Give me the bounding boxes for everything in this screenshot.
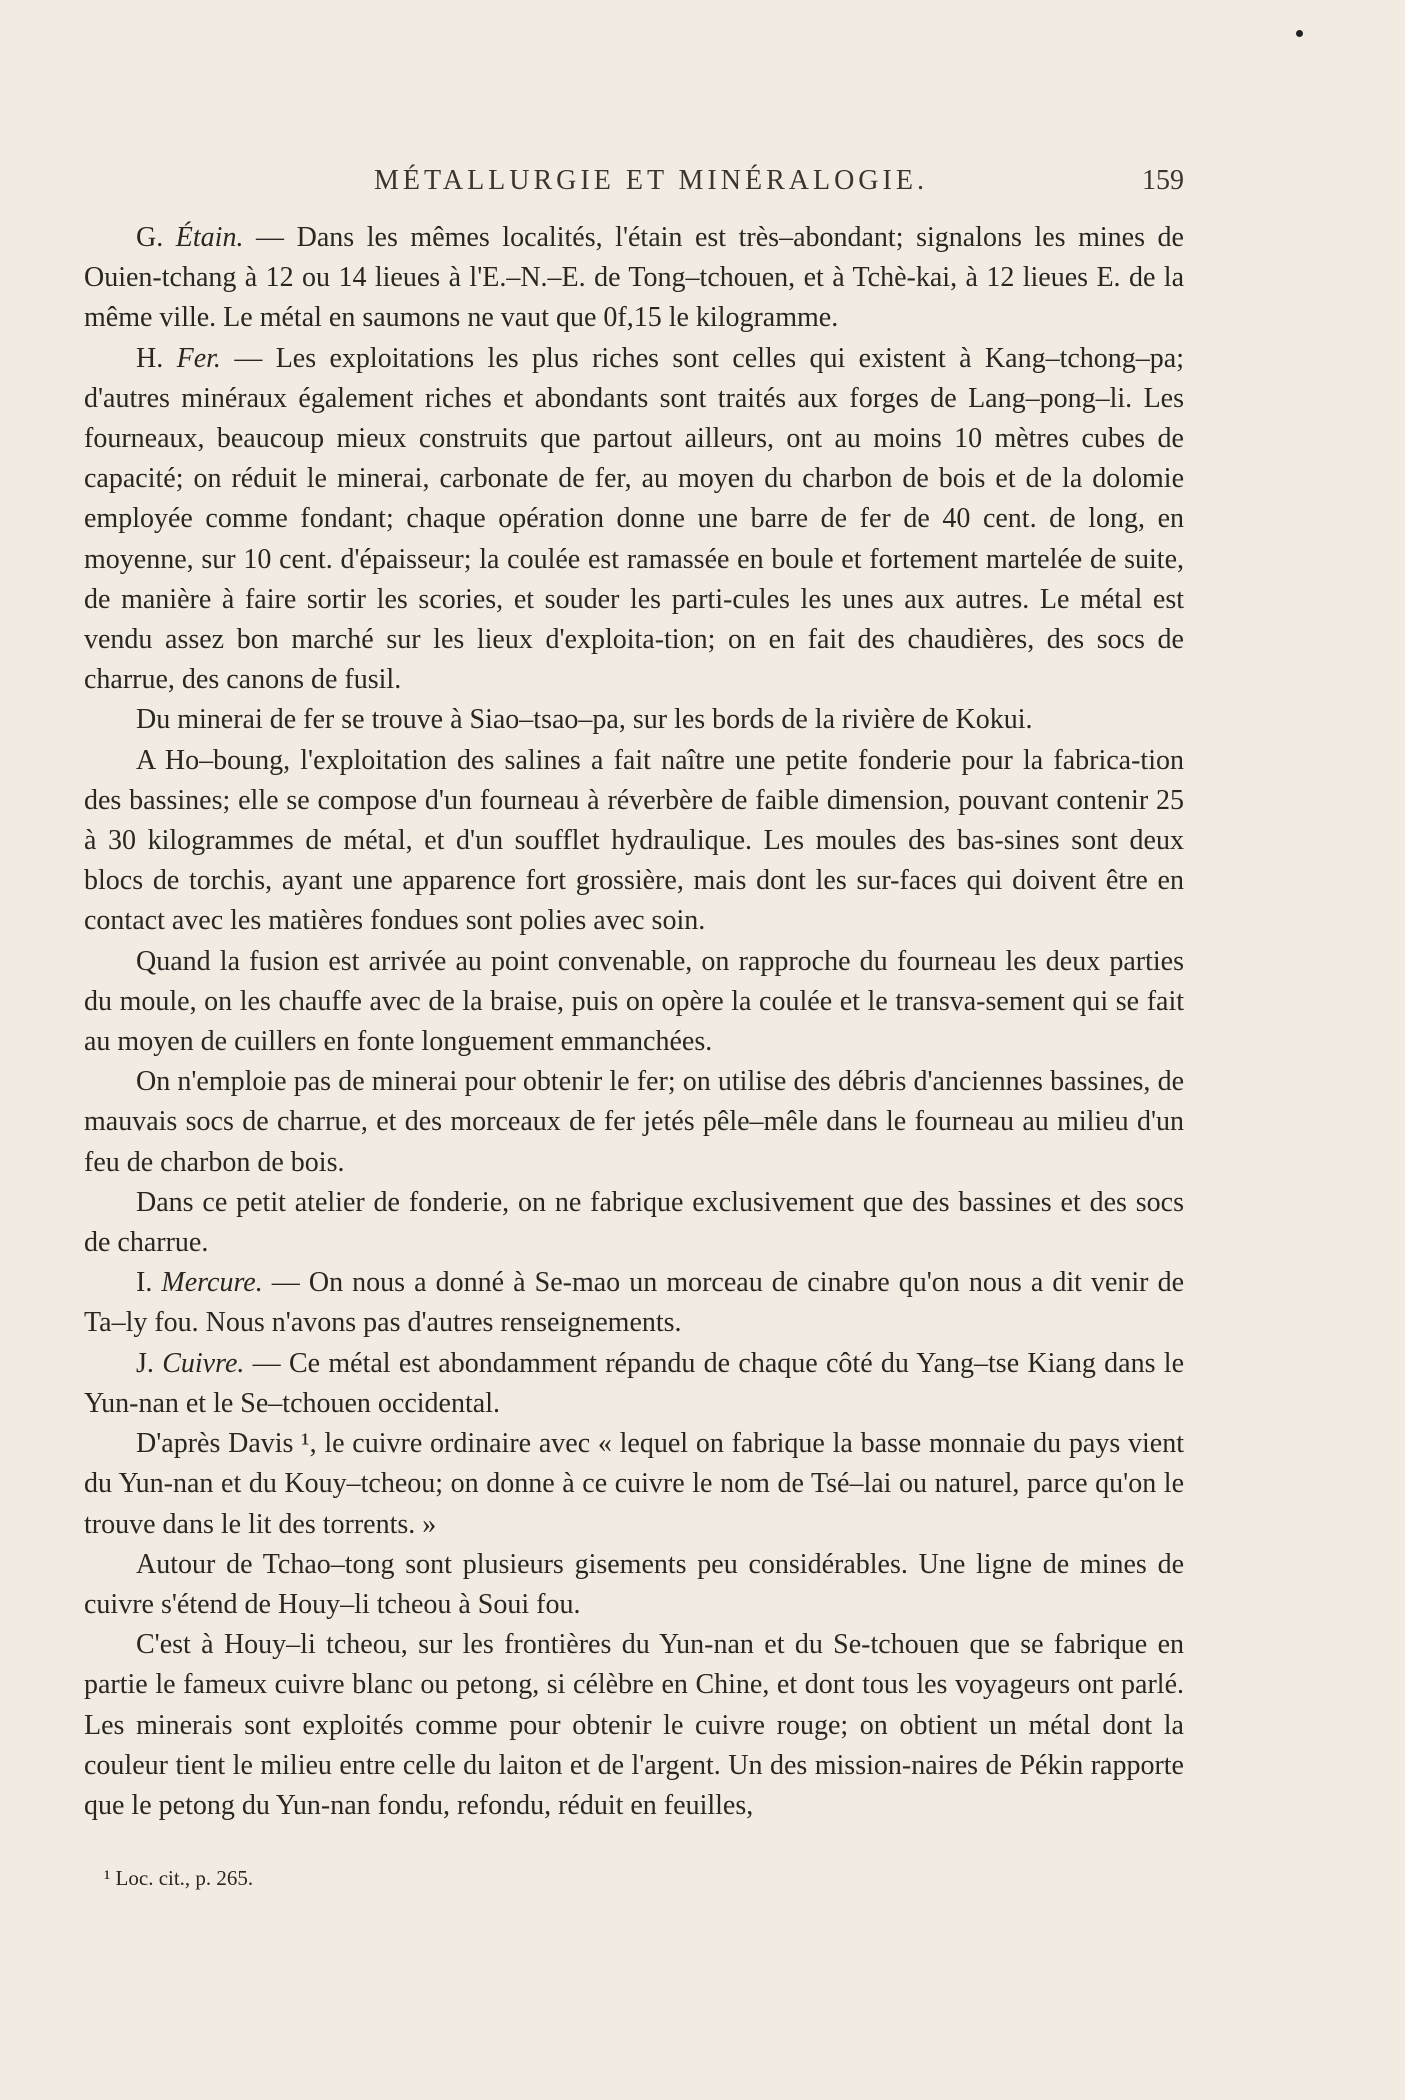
running-title: MÉTALLURGIE ET MINÉRALOGIE.: [374, 165, 928, 196]
paragraph-fer: H. Fer. — Les exploitations les plus riches sont celles qui existent à Kang–tchong–pa; d'autres minéraux également riches et abondants sont traités aux forges de Lang–pong–li. Les fourneaux, beaucoup mieux construits que partout ailleurs, ont au moins 10 mètres cubes de capacité; on réduit le minerai, carbonate de fer, au moyen du charbon de bois et de la dolomie employée comme fondant; chaque opération donne une barre de fer de 40 cent. de long, en moyenne, sur 10 cent. d'épaisseur; la coulée est ramassée en boule et fortement martelée de suite, de manière à faire sortir les scories, et souder les parti-cules les unes aux autres. Le métal est vendu assez bon marché sur les lieux d'exploita-tion; on en fait des chaudières, des socs de charrue, des canons de fusil.: [84, 342, 1184, 696]
paragraph-mercure: I. Mercure. — On nous a donné à Se-mao un morceau de cinabre qu'on nous a dit venir de Ta–ly fou. Nous n'avons pas d'autres renseignements.: [84, 1267, 1184, 1339]
section-title-etain: Étain.: [175, 222, 244, 253]
paragraph-etain: G. Étain. — Dans les mêmes localités, l'étain est très–abondant; signalons les mines de Ouien-tchang à 12 ou 14 lieues à l'E.–N.–E. de Tong–tchouen, et à Tchè-kai, à 12 lieues E. de la même ville. Le métal en saumons ne vaut que 0f,15 le kilogramme.: [84, 222, 1184, 334]
paragraph: A Ho–boung, l'exploitation des salines a fait naître une petite fonderie pour la fabrica-tion des bassines; elle se compose d'un fourneau à réverbère de faible dimension, pouvant contenir 25 à 30 kilogrammes de métal, et d'un soufflet hydraulique. Les moules des bas-sines sont deux blocs de torchis, ayant une apparence fort grossière, mais dont les sur-faces qui doivent être en contact avec les matières fondues sont polies avec soin.: [84, 744, 1184, 937]
body-text: [84, 218, 1184, 1826]
page-number: 159: [1142, 165, 1184, 196]
section-title-cuivre: Cuivre.: [162, 1347, 245, 1379]
paragraph: D'après Davis ¹, le cuivre ordinaire avec « lequel on fabrique la basse monnaie du pays vient du Yun-nan et du Kouy–tcheou; on donne à ce cuivre le nom de Tsé–lai ou naturel, parce qu'on le trouve dans le lit des torrents. »: [84, 1428, 1184, 1540]
paragraph: Autour de Tchao–tong sont plusieurs gisements peu considérables. Une ligne de mines de cuivre s'étend de Houy–li tcheou à Soui fou.: [84, 1548, 1184, 1620]
page-header: [84, 165, 1184, 205]
paragraph: C'est à Houy–li tcheou, sur les frontières du Yun-nan et du Se-tchouen que se fabrique en partie le fameux cuivre blanc ou petong, si célèbre en Chine, et dont tous les voyageurs ont parlé. Les minerais sont exploités comme pour obtenir le cuivre rouge; on obtient un métal dont la couleur tient le milieu entre celle du laiton et de l'argent. Un des mission-naires de Pékin rapporte que le petong du Yun-nan fondu, refondu, réduit en feuilles,: [84, 1629, 1184, 1821]
section-title-fer: Fer.: [176, 342, 221, 374]
footnote: ¹ Loc. cit., p. 265.: [104, 1866, 254, 1890]
paragraph: Du minerai de fer se trouve à Siao–tsao–pa, sur les bords de la rivière de Kokui.: [136, 704, 1033, 736]
paragraph-cuivre: J. Cuivre. — Ce métal est abondamment répandu de chaque côté du Yang–tse Kiang dans le Yun-nan et le Se–tchouen occidental.: [84, 1347, 1184, 1419]
paragraph: Quand la fusion est arrivée au point convenable, on rapproche du fourneau les deux parties du moule, on les chauffe avec de la braise, puis on opère la coulée et le transva-sement qui se fait au moyen de cuillers en fonte longuement emmanchées.: [84, 945, 1184, 1058]
paragraph: Dans ce petit atelier de fonderie, on ne fabrique exclusivement que des bassines et des socs de charrue.: [84, 1186, 1184, 1259]
paragraph: On n'emploie pas de minerai pour obtenir le fer; on utilise des débris d'anciennes bassines, de mauvais socs de charrue, et des morceaux de fer jetés pêle–mêle dans le fourneau au milieu d'un feu de charbon de bois.: [84, 1066, 1184, 1178]
ink-spot: [1296, 30, 1303, 37]
section-title-mercure: Mercure.: [161, 1267, 263, 1299]
